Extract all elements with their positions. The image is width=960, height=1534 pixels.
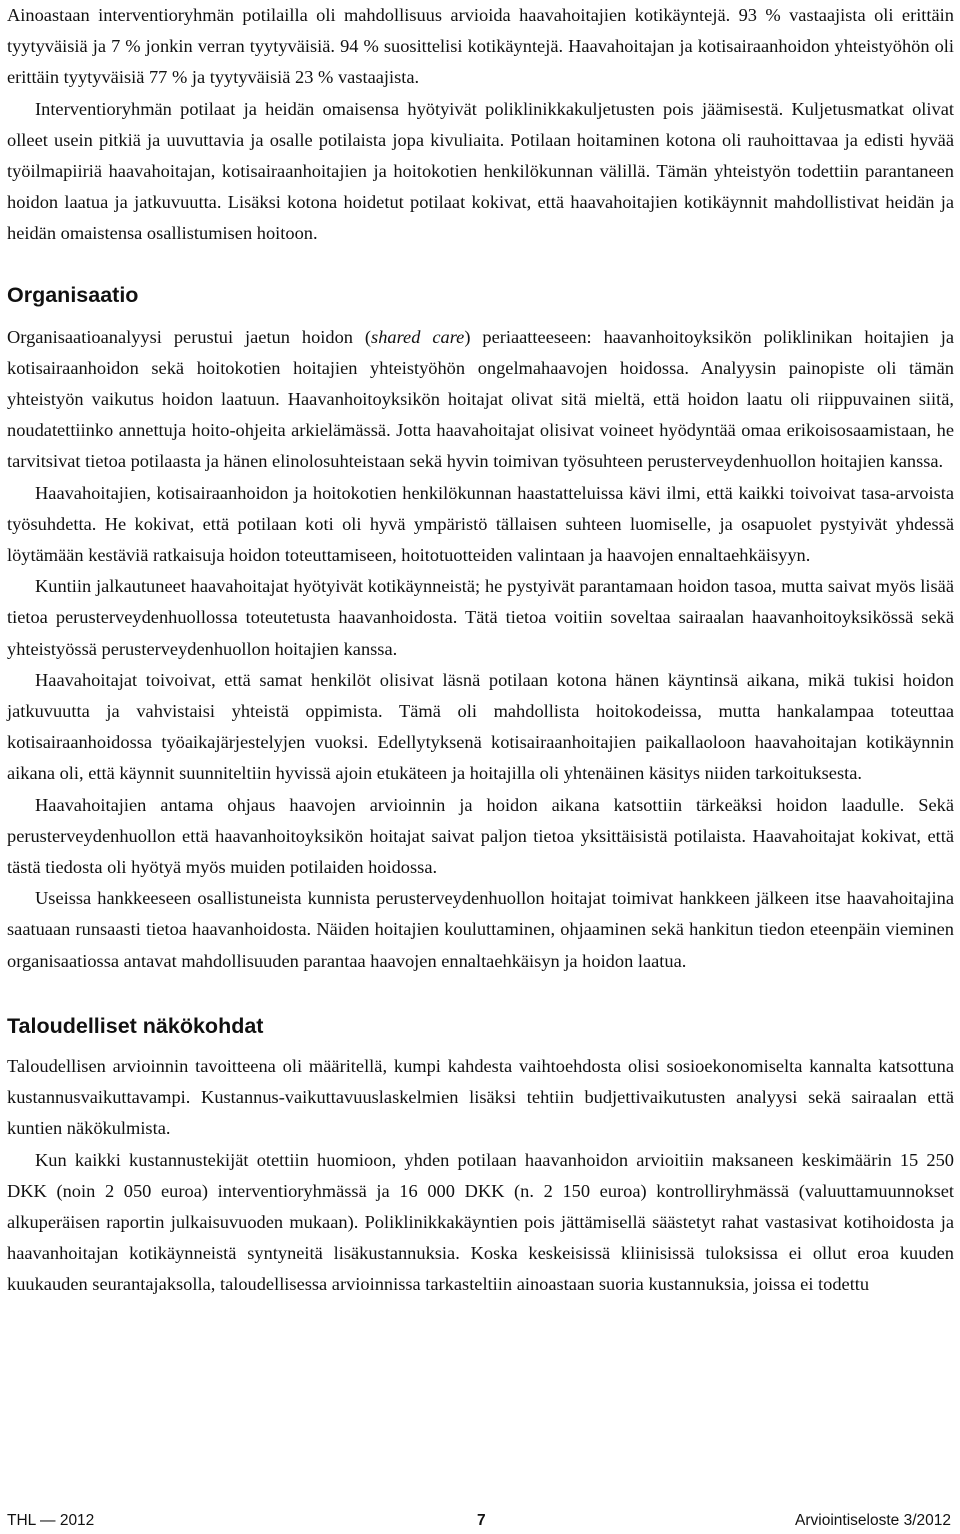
italic-term: shared care (371, 326, 465, 347)
page-footer (7, 1512, 951, 1534)
paragraph-intro-1: Ainoastaan interventioryhmän potilailla oli mahdollisuus arvioida haavahoitajien kotikäyntejä. 93 % vastaajista oli erittäin tyytyväisiä ja 7 % jonkin verran tyytyväisiä. 94 % suosittelisi kotikäyntejä. Haavahoitajan ja kotisairaanhoidon yhteistyöhön oli erittäin tyytyväisiä 77 % ja tyytyväisiä 23 % vastaajista. (7, 5, 954, 88)
paragraph-organisaatio-2: Haavahoitajien, kotisairaanhoidon ja hoitokotien henkilökunnan haastatteluissa kävi ilmi, että kaikki toivoivat tasa-arvoista työsuhdetta. He kokivat, että potilaan koti oli hyvä ympäristö tällaisen suhteen luomiselle, ja osapuolet pystyivät yhdessä löytämään kestäviä ratkaisuja hoidon toteuttamiseen, hoitotuotteiden valintaan ja haavojen ennaltaehkäisyyn. (7, 482, 954, 566)
document-page (7, 0, 954, 1301)
paragraph-intro-2: Interventioryhmän potilaat ja heidän omaisensa hyötyivät poliklinikkakuljetusten pois jäämisestä. Kuljetusmatkat olivat olleet usein pitkiä ja uuvuttavia ja osalle potilaista jopa kivuliaita. Potilaan hoitaminen kotona oli rauhoittavaa ja edisti hyvää työilmapiiriä haavahoitajan, kotisairaanhoitajien ja hoitokotien henkilökunnan välillä. Tämän yhteistyön todettiin parantaneen hoidon laatua ja jatkuvuutta. Lisäksi kotona hoidetut potilaat kokivat, että haavahoitajien kotikäynnit mahdollistivat heidän ja heidän omaistensa osallistumisen hoitoon. (7, 98, 954, 244)
heading-taloudelliset: Taloudelliset näkökohdat (7, 1013, 264, 1038)
footer-page-number: 7 (477, 1512, 486, 1529)
heading-organisaatio: Organisaatio (7, 282, 139, 307)
paragraph-organisaatio-1 (7, 322, 954, 478)
paragraph-organisaatio-3: Kuntiin jalkautuneet haavahoitajat hyötyivät kotikäynneistä; he pystyivät parantamaan hoidon tasoa, mutta saivat myös lisää tietoa perusterveydenhuollossa toteutetusta haavanhoidosta. Tätä tietoa voitiin soveltaa sairaalan haavanhoitoyksikössä sekä yhteistyössä perusterveydenhuollon hoitajien kanssa. (7, 576, 954, 659)
paragraph-organisaatio-4: Haavahoitajat toivoivat, että samat henkilöt olisivat läsnä potilaan kotona hänen käyntinsä aikana, mikä tukisi hoidon jatkuvuutta ja vahvistaisi yhteistä oppimista. Tämä oli mahdollista hoitokodeissa, mutta hankalampaa toteuttaa kotisairaanhoidossa työaikajärjestelyjen vuoksi. Edellytyksenä kotisairaanhoitajien paikallaoloon haavahoitajan kotikäynnin aikana oli, että käynnit suunniteltiin hyvissä ajoin etukäteen ja hoitajilla oli yhtenäinen käsitys niiden tarkoituksesta. (7, 669, 954, 784)
paragraph-organisaatio-5: Haavahoitajien antama ohjaus haavojen arvioinnin ja hoidon aikana katsottiin tärkeäksi hoidon laadulle. Sekä perusterveydenhuollon että haavanhoitoyksikön hoitajat saivat paljon tietoa yksittäisistä potilaista. Haavahoitajat kokivat, että tästä tiedosta oli hyötyä myös muiden potilaiden hoidossa. (7, 794, 954, 878)
footer-series: Arviointiseloste 3/2012 (795, 1512, 951, 1529)
paragraph-organisaatio-6: Useissa hankkeeseen osallistuneista kunnista perusterveydenhuollon hoitajat toimivat hankkeen jälkeen itse haavahoitajina saatuaan runsaasti tietoa haavanhoidosta. Näiden hoitajien kouluttaminen, ohjaaminen sekä hankitun tiedon eteenpäin vieminen organisaatiossa antavat mahdollisuuden parantaa haavojen ennaltaehkäisyn ja hoidon laatua. (7, 888, 954, 971)
paragraph-organisaatio-1-rest: ) periaatteeseen: haavanhoitoyksikön poliklinikan hoitajien ja kotisairaanhoidon sekä hoitokotien hoitajien yhteistyöhön ongelmahaavojen hoidossa. Analyysin painopiste oli tämän yhteistyön vaikutus hoidon laatuun. Haavanhoitoyksikön hoitajat olivat sitä mieltä, että hoidon laatu oli riippuvainen siitä, noudatettiinko annettuja hoito-ohjeita arkielämässä. Jotta haavahoitajat olisivat voineet hyödyntää omaa erikoisosaamistaan, he tarvitsivat tietoa potilaasta ja hänen elinolosuhteistaan sekä hyvin toimivan työsuhteen perusterveydenhuollon hoitajien kanssa. (7, 326, 954, 472)
footer-publisher: THL — 2012 (7, 1512, 95, 1529)
paragraph-talous-1: Taloudellisen arvioinnin tavoitteena oli määritellä, kumpi kahdesta vaihtoehdosta olisi sosioekonomiselta kannalta katsottuna kustannusvaikuttavampi. Kustannus-vaikuttavuuslaskelmien lisäksi tehtiin budjettivaikutusten analyysi sekä sairaalan että kuntien näkökulmista. (7, 1055, 954, 1139)
paragraph-organisaatio-1-start: Organisaatioanalyysi perustui jaetun hoidon ( (7, 326, 372, 347)
paragraph-talous-2: Kun kaikki kustannustekijät otettiin huomioon, yhden potilaan haavanhoidon arvioitiin maksaneen keskimäärin 15 250 DKK (noin 2 050 euroa) interventioryhmässä ja 16 000 DKK (n. 2 150 euroa) kontrolliryhmässä (valuuttamuunnokset alkuperäisen raportin julkaisuvuoden mukaan). Poliklinikkakäyntien pois jättämisellä säästetyt rahat vastasivat kotihoidosta ja haavanhoitajan kotikäynneistä syntyneitä lisäkustannuksia. Koska keskeisissä kliinisissä tuloksissa ei ollut eroa kuuden kuukauden seurantajaksolla, taloudellisessa arvioinnissa tarkasteltiin ainoastaan suoria kustannuksia, joissa ei todettu (7, 1149, 954, 1295)
